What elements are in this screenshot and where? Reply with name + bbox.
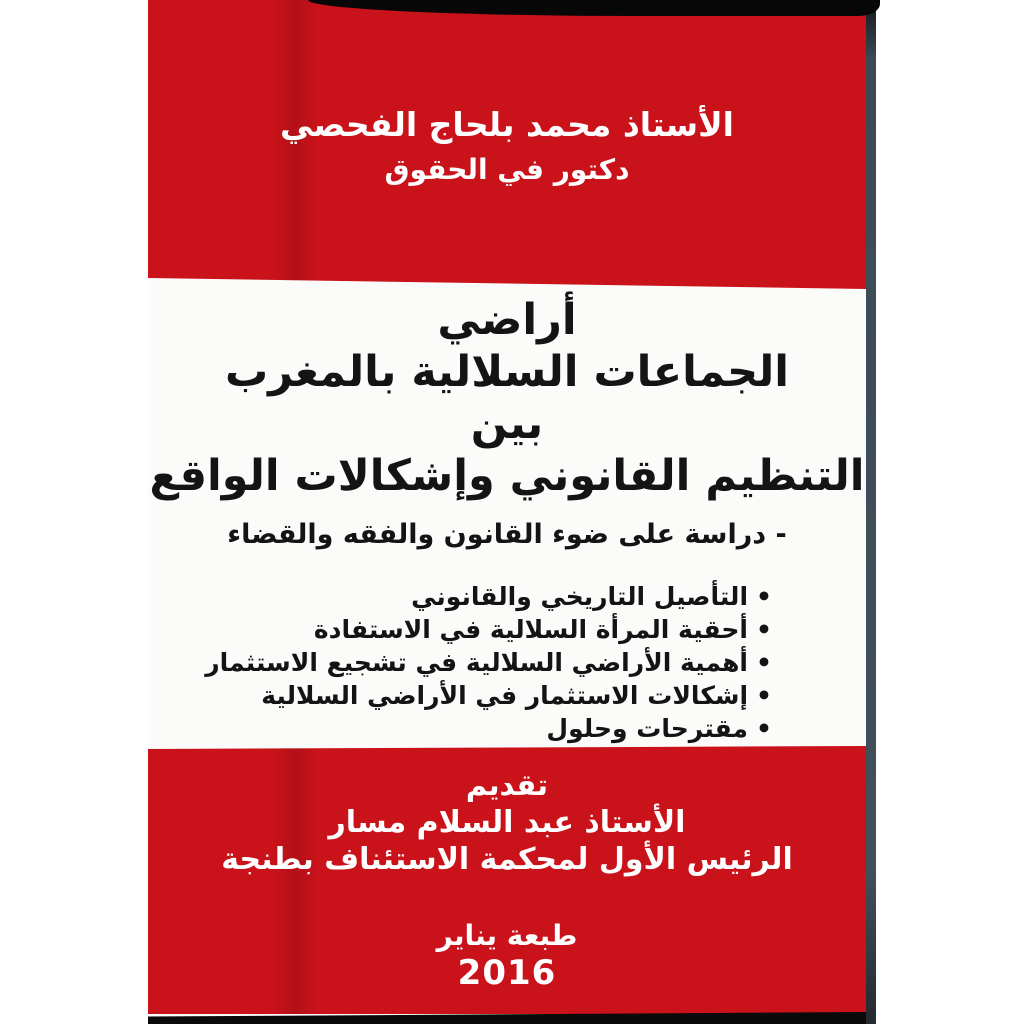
edition-label: طبعة يناير <box>436 919 578 952</box>
bullet-icon: • <box>756 615 772 644</box>
topic-item <box>205 679 772 712</box>
title-subtitle: - دراسة على ضوء القانون والفقه والقضاء <box>227 519 787 550</box>
topic-label: التأصيل التاريخي والقانوني <box>411 582 749 611</box>
presenter-name: الأستاذ عبد السلام مسار <box>328 805 686 840</box>
presenter-title: الرئيس الأول لمحكمة الاستئناف بطنجة <box>221 842 793 877</box>
edition-block <box>148 918 866 992</box>
book-cover <box>148 0 866 1014</box>
bullet-icon: • <box>756 681 772 710</box>
topic-item <box>205 613 772 646</box>
title-line-1: أراضي <box>437 295 577 345</box>
author-degree: دكتور في الحقوق <box>384 153 630 186</box>
spine-scan-shadow <box>866 5 876 1024</box>
title-line-3: بين <box>470 399 544 449</box>
presentation-heading: تقديم <box>465 768 549 802</box>
topic-label: أحقية المرأة السلالية في الاستفادة <box>313 615 749 644</box>
title-line-4: التنظيم القانوني وإشكالات الواقع <box>149 451 865 501</box>
edition-year: 2016 <box>457 953 557 993</box>
bullet-icon: • <box>756 714 772 743</box>
author-block <box>148 102 866 192</box>
topic-label: إشكالات الاستثمار في الأراضي السلالية <box>261 681 749 710</box>
topic-item <box>205 646 772 679</box>
presentation-block <box>148 766 866 878</box>
title-line-2: الجماعات السلالية بالمغرب <box>224 347 790 397</box>
book-title <box>148 294 866 551</box>
topic-label: أهمية الأراضي السلالية في تشجيع الاستثمار <box>205 648 749 677</box>
bullet-icon: • <box>756 582 772 611</box>
bullet-icon: • <box>756 648 772 677</box>
topic-item <box>205 712 772 745</box>
topic-item <box>205 580 772 613</box>
author-name: الأستاذ محمد بلحاج الفحصي <box>280 105 734 144</box>
topic-label: مقترحات وحلول <box>546 714 749 743</box>
topics-list <box>205 580 772 745</box>
